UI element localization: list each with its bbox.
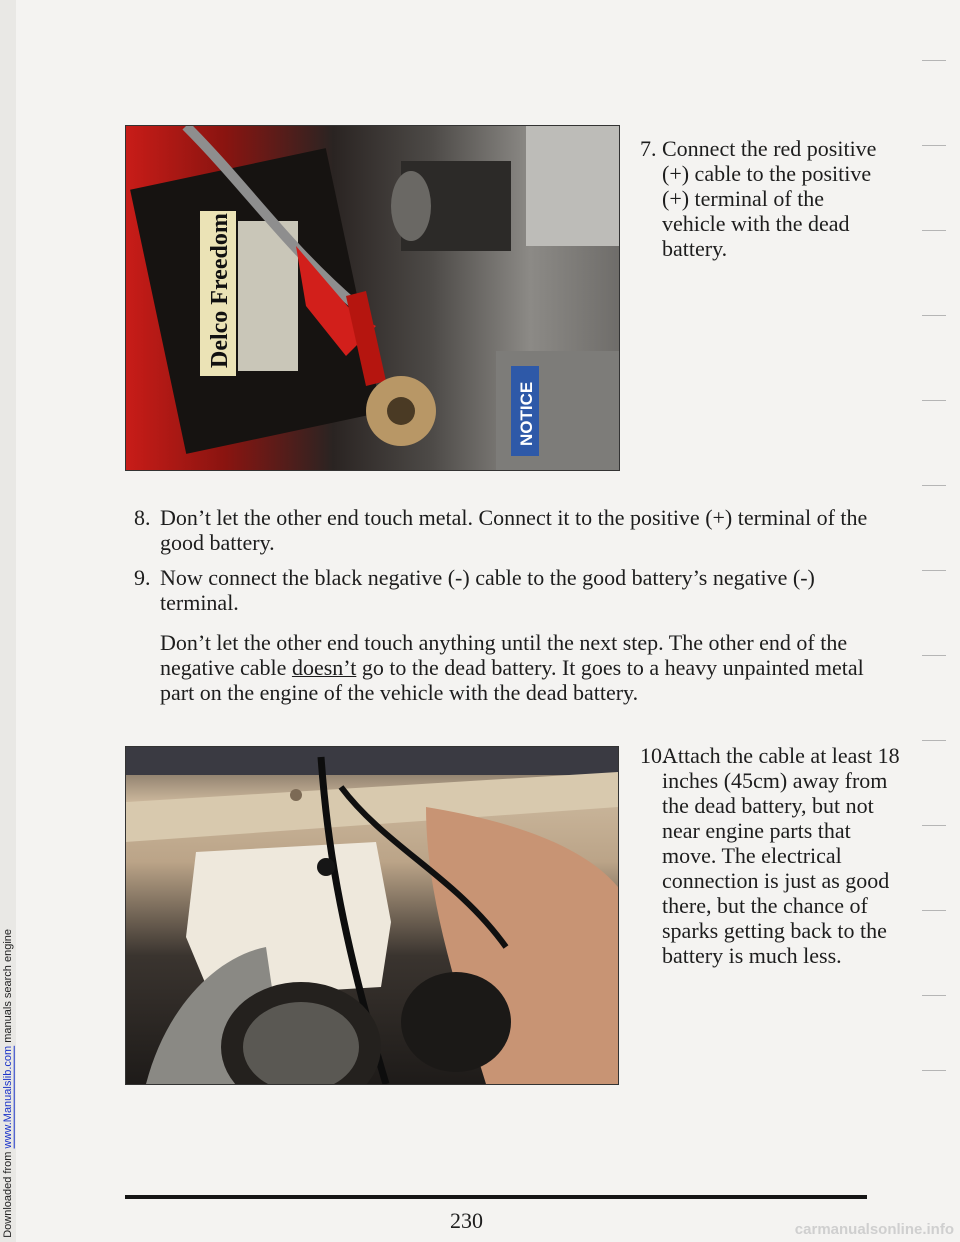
footer-rule [125,1195,867,1199]
notice-sticker-text: NOTICE [517,381,536,446]
manualslib-link[interactable]: www.Manualslib.com [2,1046,14,1149]
engine-bay-illustration [126,747,618,1084]
step-9 [134,565,874,615]
download-watermark: Downloaded from www.Manualslib.com manuals search engine [2,929,14,1238]
step-7 [640,136,880,261]
step-7-number: 7. [640,136,657,161]
engine-ground-photo [125,746,619,1085]
doesnt-emphasis: doesn’t [291,655,357,680]
battery-clamp-illustration [126,126,619,470]
step-9-number: 9. [134,565,151,590]
site-watermark: carmanualsonline.info [794,1221,954,1238]
battery-clamp-photo [125,125,620,471]
step-8-text: Don’t let the other end touch metal. Connect it to the positive (+) terminal of the good battery. [160,505,868,555]
step-7-text: Connect the red positive (+) cable to the positive (+) terminal of the vehicle with the dead battery. [662,136,877,261]
battery-brand-label: Delco Freedom [207,213,233,368]
step-10-number: 10. [640,743,668,768]
step-8 [134,505,874,555]
step-8-number: 8. [134,505,151,530]
page-number: 230 [450,1208,483,1233]
step-10-text: Attach the cable at least 18 inches (45cm) away from the dead battery, but not near engine parts that move. The electrical connection is just as good there, but the chance of sparks getting back to the battery is much less. [662,743,900,968]
step-9-text: Now connect the black negative (-) cable to the good battery’s negative (-) terminal. [160,565,815,615]
step-10 [640,743,900,968]
negative-cable-note: Don’t let the other end touch anything until the next step. The other end of the negative cable doesn’t go to the dead battery. It goes to a heavy unpainted metal part on the engine of the vehicle with the dead battery. [160,630,864,705]
